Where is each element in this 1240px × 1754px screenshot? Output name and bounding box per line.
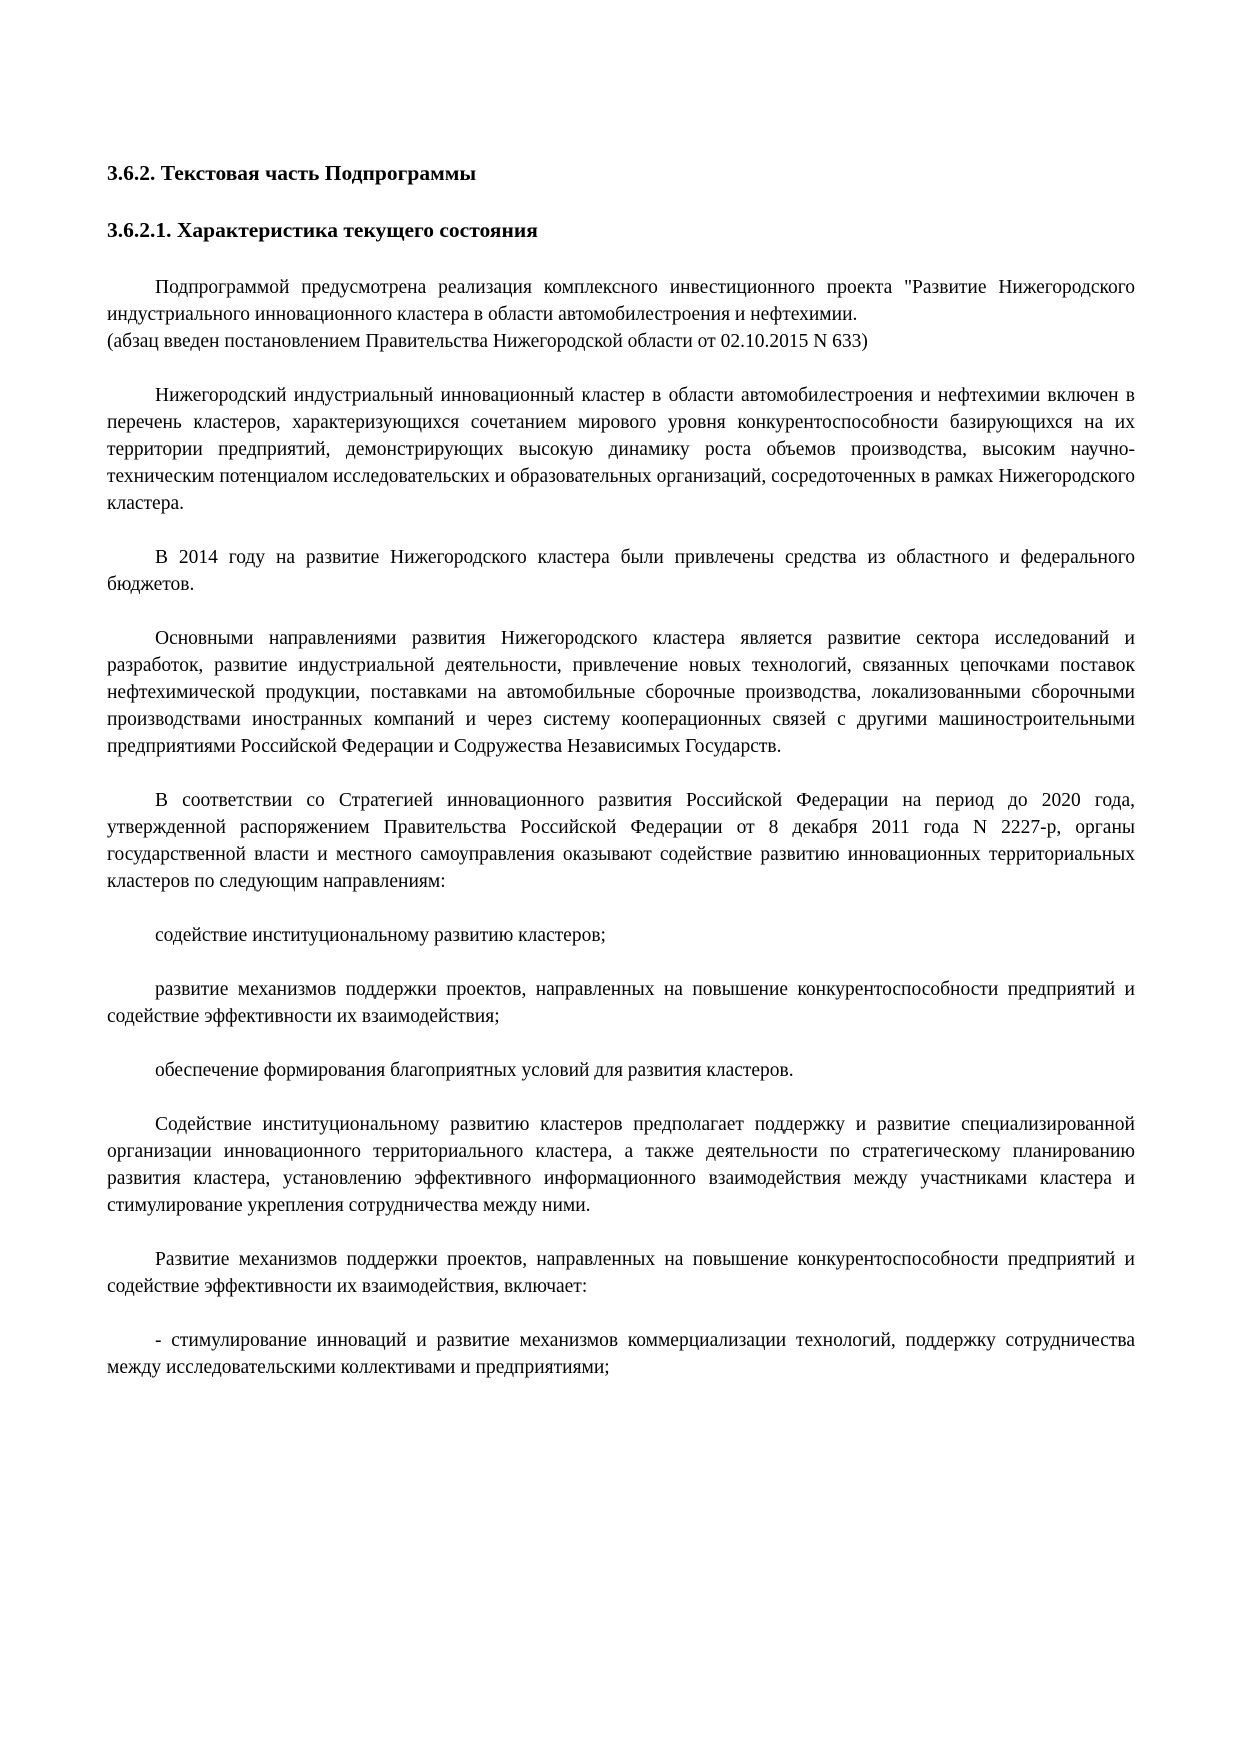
section-heading-3621: 3.6.2.1. Характеристика текущего состояния	[107, 218, 538, 242]
paragraph: В 2014 году на развитие Нижегородского кластера были привлечены средства из областного и федерального бюджетов.	[107, 547, 1135, 595]
section-heading-362: 3.6.2. Текстовая часть Подпрограммы	[107, 161, 477, 185]
paragraph: Основными направлениями развития Нижегородского кластера является развитие сектора исследований и разработок, развитие индустриальной деятельности, привлечение новых технологий, связанных цепочками поставок нефтехимической продукции, поставками на автомобильные сборочные производства, локализованными сборочными производствами иностранных компаний и через систему кооперационных связей с другими машиностроительными предприятиями Российской Федерации и Содружества Независимых Государств.	[107, 628, 1135, 757]
paragraph: обеспечение формирования благоприятных условий для развития кластеров.	[155, 1060, 794, 1081]
paragraph: Развитие механизмов поддержки проектов, направленных на повышение конкурентоспособности предприятий и содействие эффективности их взаимодействия, включает:	[107, 1249, 1135, 1297]
paragraph: развитие механизмов поддержки проектов, направленных на повышение конкурентоспособности предприятий и содействие эффективности их взаимодействия;	[107, 979, 1135, 1027]
paragraph: В соответствии со Стратегией инновационного развития Российской Федерации на период до 2020 года, утвержденной распоряжением Правительства Российской Федерации от 8 декабря 2011 года N 2227-р, органы государственной власти и местного самоуправления оказывают содействие развитию инновационных территориальных кластеров по следующим направлениям:	[107, 790, 1135, 892]
paragraph: Содействие институциональному развитию кластеров предполагает поддержку и развитие специализированной организации инновационного территориального кластера, а также деятельности по стратегическому планированию развития кластера, установлению эффективного информационного взаимодействия между участниками кластера и стимулирование укрепления сотрудничества между ними.	[107, 1114, 1135, 1216]
paragraph-amendment-note: (абзац введен постановлением Правительства Нижегородской области от 02.10.2015 N 633)	[107, 331, 868, 352]
paragraph: Нижегородский индустриальный инновационный кластер в области автомобилестроения и нефтехимии включен в перечень кластеров, характеризующихся сочетанием мирового уровня конкурентоспособности базирующихся на их территории предприятий, демонстрирующих высокую динамику роста объемов производства, высоким научно-техническим потенциалом исследовательских и образовательных организаций, сосредоточенных в рамках Нижегородского кластера.	[107, 385, 1135, 514]
paragraph: Подпрограммой предусмотрена реализация комплексного инвестиционного проекта "Развитие Нижегородского индустриального инновационного кластера в области автомобилестроения и нефтехимии.	[107, 277, 1135, 325]
paragraph-list-item: - стимулирование инноваций и развитие механизмов коммерциализации технологий, поддержку сотрудничества между исследовательскими коллективами и предприятиями;	[107, 1330, 1135, 1378]
paragraph: содействие институциональному развитию кластеров;	[155, 925, 606, 946]
